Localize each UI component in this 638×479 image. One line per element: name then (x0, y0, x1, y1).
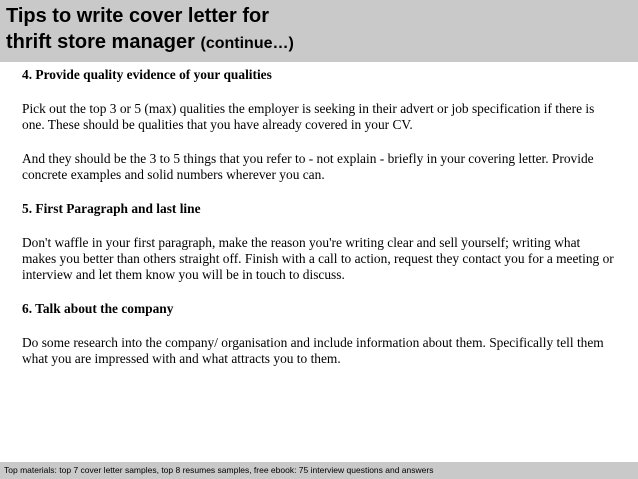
footer-text: Top materials: top 7 cover letter samples, top 8 resumes samples, free ebook: 75 interview questions and answers (4, 465, 434, 475)
section-heading-6: 6. Talk about the company (22, 301, 174, 316)
section-6-paragraph-1: Do some research into the company/ organisation and include information about them. Specifically tell them what you are impressed with and what attracts you to them. (22, 335, 604, 366)
title-line-2: thrift store manager (6, 31, 195, 53)
content-body (22, 67, 614, 367)
section-heading-4: 4. Provide quality evidence of your qualities (22, 67, 272, 82)
section-5-paragraph-1: Don't waffle in your first paragraph, make the reason you're writing clear and sell yourself; writing what makes you better than others straight off. Finish with a call to action, request they contact you for a meeting or interview and let them know you will be in touch to discuss. (22, 235, 614, 282)
section-4-paragraph-2: And they should be the 3 to 5 things that you refer to - not explain - briefly in your covering letter. Provide concrete examples and solid numbers wherever you can. (22, 151, 594, 182)
title-bar (0, 0, 638, 62)
title-suffix: (continue…) (200, 35, 294, 52)
section-heading-5: 5. First Paragraph and last line (22, 201, 201, 216)
title-line-1: Tips to write cover letter for (6, 5, 270, 27)
page-title (6, 3, 294, 57)
footer-bar (0, 462, 638, 479)
section-4-paragraph-1: Pick out the top 3 or 5 (max) qualities the employer is seeking in their advert or job specification if there is one. These should be qualities that you have already covered in your CV. (22, 101, 595, 132)
